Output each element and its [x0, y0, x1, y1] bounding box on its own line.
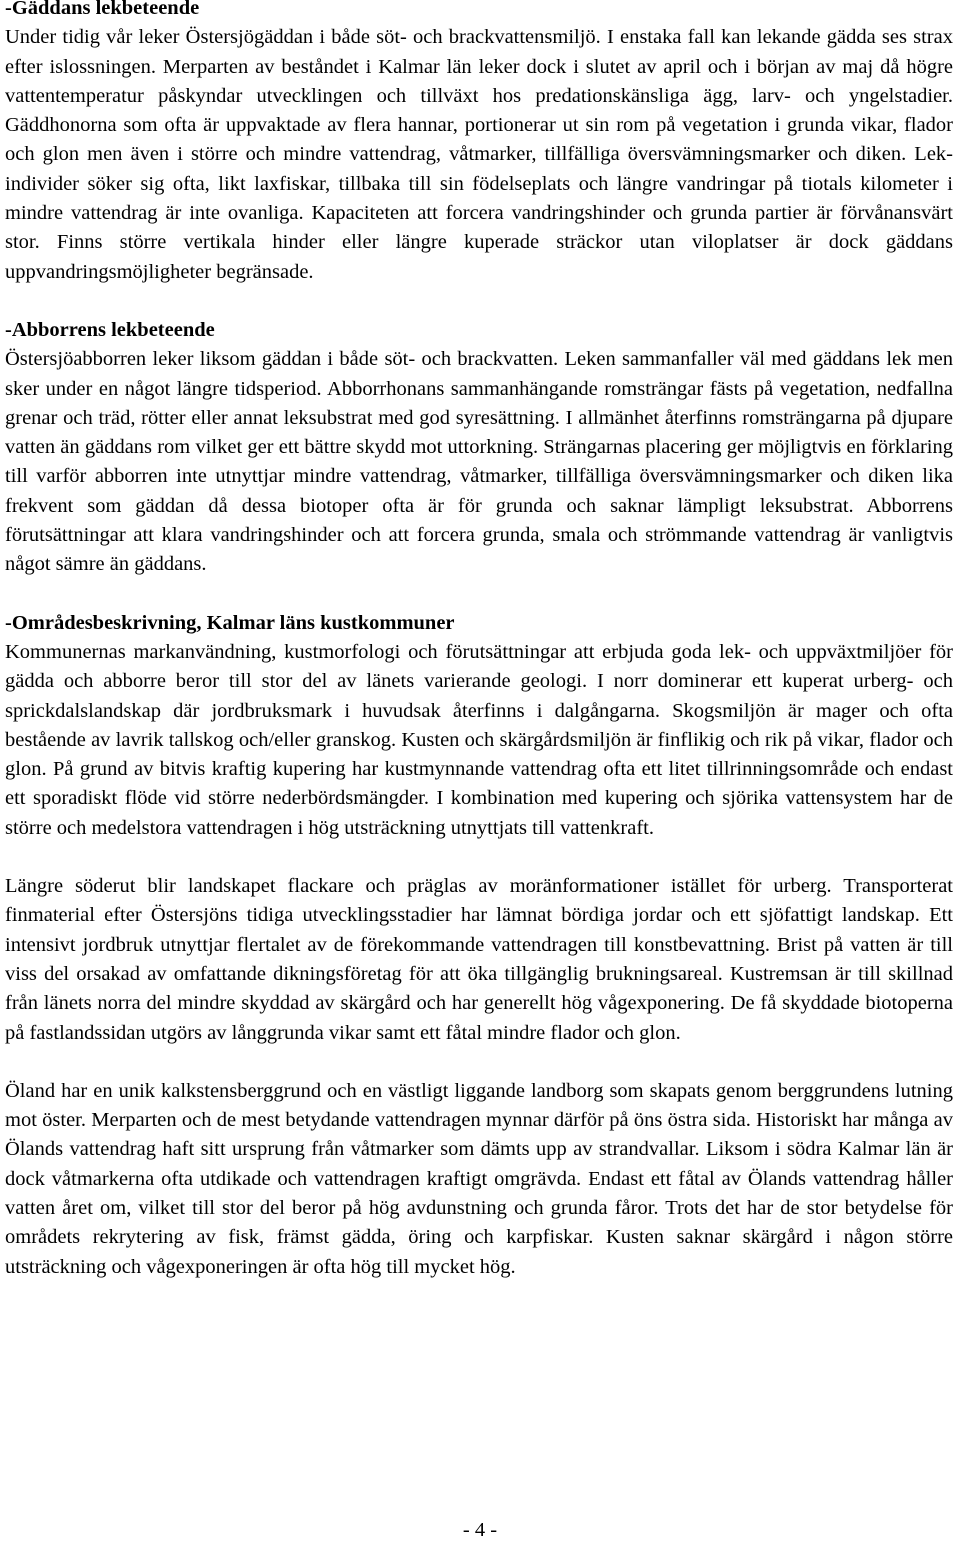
page-number: - 4 - [462, 1519, 498, 1541]
document-page [5, 0, 953, 1282]
section-heading: -Gäddans lekbeteende [5, 0, 200, 19]
section-pike-spawning [5, 0, 953, 287]
body-paragraph: Under tidig vår leker Östersjögäddan i både söt- och brackvattensmiljö. I enstaka fall kan lekande gädda ses strax efter islossningen. Merparten av beståndet i Kalmar län leker dock i slutet av april och i början av maj då högre vattentemperatur påskyndar utvecklingen och tillväxt hos predationskänsliga ägg, larv- och yngelstadier. Gäddhonorna som ofta är uppvaktade av flera hannar, portionerar ut sin rom på vegetation i grunda vikar, flador och glon men även i större och mindre vattendrag, våtmarker, tillfälliga översvämningsmarker och diken. Lekindivider söker sig ofta, likt laxfiskar, tillbaka till sin födelseplats och längre vandringar på tiotals kilometer i mindre vattendrag är inte ovanliga. Kapaciteten att forcera vandringshinder och grunda partier är förvånansvärt stor. Finns större vertikala hinder eller längre kuperade sträckor utan viloplatser är dock gäddans uppvandringsmöjligheter begränsade. [5, 26, 953, 283]
paragraph-gap [5, 287, 953, 316]
section-heading: -Områdesbeskrivning, Kalmar läns kustkommuner [5, 611, 455, 634]
paragraph-gap [5, 843, 953, 872]
section-perch-spawning [5, 316, 953, 580]
body-paragraph: Östersjöabborren leker liksom gäddan i både söt- och brackvatten. Leken sammanfaller väl med gäddans lek men sker under en något längre tidsperiod. Abborrhonans sammanhängande romsträngar fästs på vegetation, nedfallna grenar och träd, rötter eller annat leksubstrat med god syresättning. I allmänhet återfinns romsträngarna på djupare vatten än gäddans rom vilket ger ett bättre skydd mot uttorkning. Strängarnas placering ger möjligtvis en förklaring till varför abborren inte utnyttjar mindre vattendrag, våtmarker, tillfälliga översvämningsmarker och diken lika frekvent som gäddan då dessa biotoper ofta är för grunda och saknar lämpligt leksubstrat. Abborrens förutsättningar att klara vandringshinder och att forcera grunda, smala och strömmande vattendrag är vanligtvis något sämre än gäddans. [5, 348, 953, 576]
paragraph-gap [5, 1048, 953, 1077]
body-paragraph: Kommunernas markanvändning, kustmorfologi och förutsättningar att erbjuda goda lek- och uppväxtmiljöer för gädda och abborre beror till stor del av länets varierande geologi. I norr dominerar ett kuperat urberg- och sprickdalslandskap där jordbruksmark i huvudsak återfinns i dalgångarna. Skogsmiljön är mager och ofta bestående av lavrik tallskog och/eller granskog. Kusten och skärgårdsmiljön är finflikig och rik på vikar, flador och glon. På grund av bitvis kraftig kupering har kustmynnande vattendrag ofta ett litet tillrinningsområde och endast ett sporadiskt flöde vid större nederbördsmängder. I kombination med kupering och sjörika vattensystem har de större och medelstora vattendragen i hög utsträckning utnyttjats till vattenkraft. [5, 640, 953, 839]
body-paragraph: Öland har en unik kalkstensberggrund och en västligt liggande landborg som skapats genom berggrundens lutning mot öster. Merparten och de mest betydande vattendragen mynnar därför på öns östra sida. Historiskt har många av Ölands vattendrag haft sitt ursprung från våtmarker som dämts upp av strandvallar. Liksom i södra Kalmar län är dock våtmarkerna ofta utdikade och vattendragen kraftigt omgrävda. Endast ett fåtal av Ölands vattendrag håller vatten året om, vilket till stor del beror på hög avdunstning och grunda fåror. Trots det har de stor betydelse för områdets rekrytering av fisk, främst gädda, öring och karpfiskar. Kusten saknar skärgård i någon större utsträckning och vågexponeringen är ofta hög till mycket hög. [5, 1079, 953, 1278]
paragraph-gap [5, 580, 953, 609]
section-area-description [5, 609, 953, 1282]
body-paragraph: Längre söderut blir landskapet flackare och präglas av moränformationer istället för urberg. Transporterat finmaterial efter Östersjöns tidiga utvecklingsstadier har lämnat bördiga jordar och ett sjöfattigt landskap. Ett intensivt jordbruk utnyttjar flertalet av de förekommande vattendragen till konstbevattning. Brist på vatten är till viss del orsakad av omfattande dikningsföretag för att öka tillgänglig brukningsareal. Kustremsan är till skillnad från länets norra del mindre skyddad av skärgård och har generellt hög vågexponering. De få skyddade biotoperna på fastlandssidan utgörs av långgrunda vikar samt ett fåtal mindre flador och glon. [5, 875, 953, 1044]
section-heading: -Abborrens lekbeteende [5, 318, 215, 341]
